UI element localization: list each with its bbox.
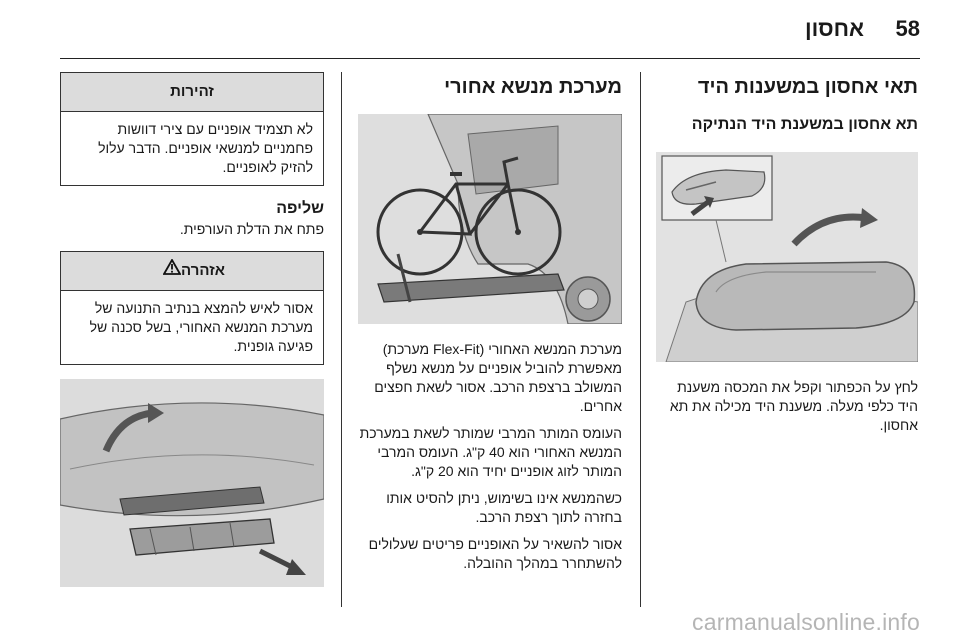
warning-title: אזהרה bbox=[181, 262, 225, 279]
warning-header bbox=[61, 252, 323, 291]
carrier-paragraphs bbox=[358, 340, 622, 573]
section-title-extraction: שליפה bbox=[276, 200, 324, 217]
watermark-url: carmanualsonline.info bbox=[692, 609, 920, 635]
section-title-rear-carrier: מערכת מנשא אחורי bbox=[444, 76, 622, 98]
chapter-title: אחסון bbox=[804, 16, 864, 41]
left-column bbox=[60, 72, 324, 587]
carrier-paragraph-1: מערכת המנשא האחורי (Flex-Fit מערכת) מאפשרת להוביל אופניים על מנשא נשלף המשולב ברצפת הרכב. אסור לשאת חפצים אחרים. bbox=[374, 341, 622, 414]
caution-title: זהירות bbox=[61, 73, 323, 112]
page-header bbox=[0, 0, 960, 62]
header-rule bbox=[60, 58, 920, 59]
carrier-paragraph-2: העומס המותר המרבי שמותר לשאת במערכת המנשא האחורי הוא 40 ק"ג. העומס המרבי המותר לזוג אופניים יחיד הוא 20 ק"ג. bbox=[359, 425, 622, 479]
carrier-paragraph-4: אסור להשאיר על האופניים פריטים שעלולים להשתחרר במהלך ההובלה. bbox=[368, 536, 622, 571]
page-number: 58 bbox=[895, 16, 920, 41]
extraction-instruction: פתח את הדלת העורפית. bbox=[179, 221, 324, 237]
right-column bbox=[656, 72, 918, 435]
section-title-armrest-storage: תאי אחסון במשענות היד bbox=[697, 76, 918, 98]
warning-triangle-icon bbox=[163, 252, 181, 290]
warning-box bbox=[60, 251, 324, 365]
subsection-title-removable-armrest: תא אחסון במשענת היד הנתיקה bbox=[691, 116, 918, 133]
bike-carrier-illustration bbox=[358, 114, 622, 324]
column-divider-right bbox=[640, 72, 641, 607]
caution-text: לא תצמיד אופניים עם צירי דוושות פחמניים למנשאי אופניים. הדבר עלול להזיק לאופניים. bbox=[98, 121, 313, 175]
column-divider-left bbox=[341, 72, 342, 607]
middle-column bbox=[358, 72, 622, 573]
carrier-extraction-illustration bbox=[60, 379, 324, 587]
warning-text: אסור לאיש להמצא בנתיב התנועה של מערכת המנשא האחורי, בשל סכנה של פגיעה גופנית. bbox=[89, 300, 313, 354]
armrest-illustration bbox=[656, 152, 918, 362]
carrier-paragraph-3: כשהמנשא אינו בשימוש, ניתן להסיט אותו בחזרה לתוך רצפת הרכב. bbox=[386, 490, 622, 525]
armrest-instructions: לחץ על הכפתור וקפל את המכסה משענת היד כלפי מעלה. משענת היד מכילה את תא אחסון. bbox=[669, 379, 918, 433]
caution-box bbox=[60, 72, 324, 186]
